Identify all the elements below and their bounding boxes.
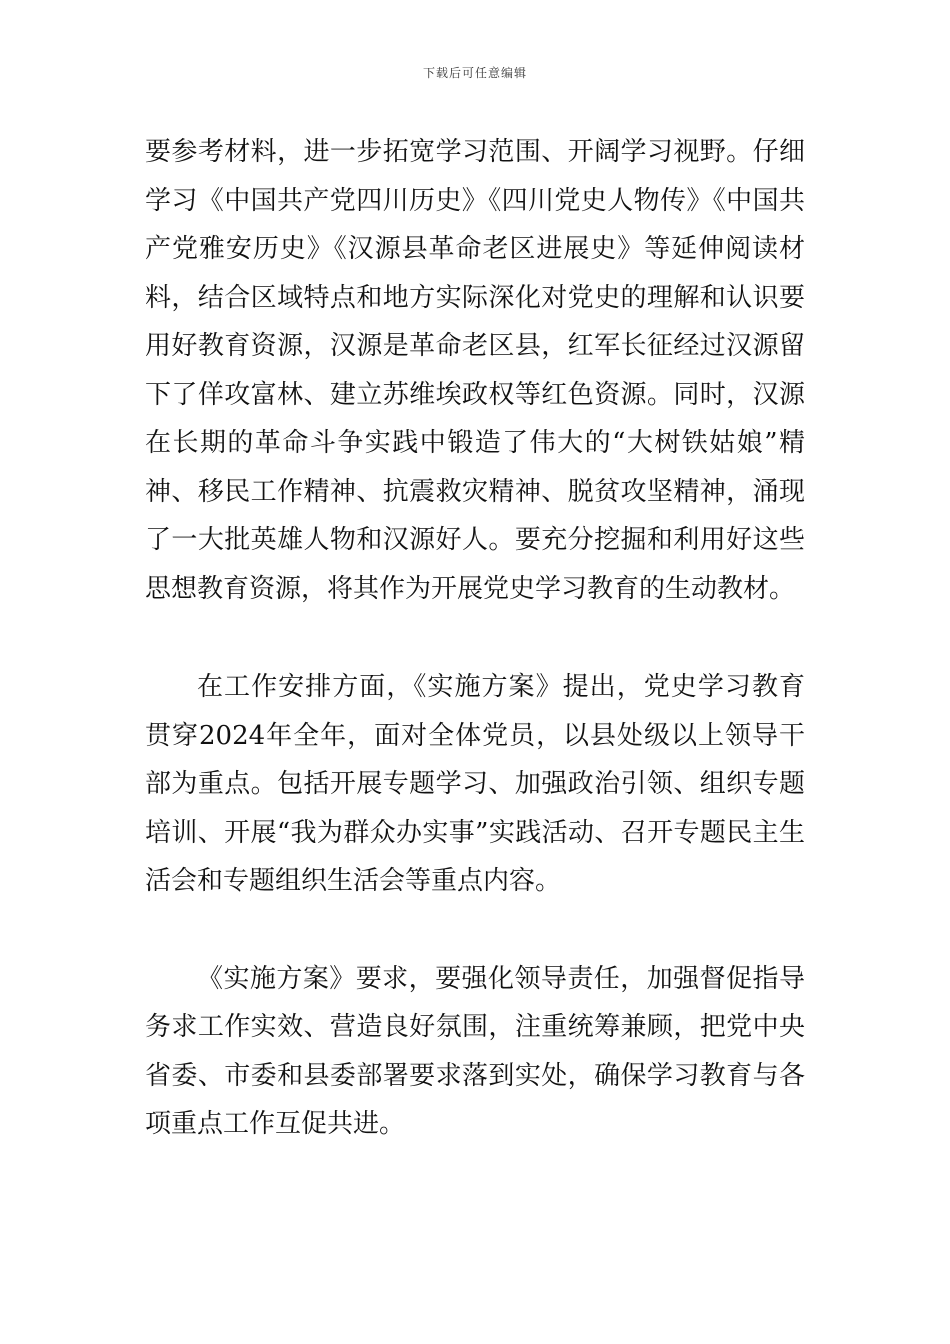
document-body bbox=[145, 128, 805, 1149]
paragraph-3: 《实施方案》要求，要强化领导责任，加强督促指导务求工作实效、营造良好氛围，注重统筹兼顾，把党中央省委、市委和县委部署要求落到实处，确保学习教育与各项重点工作互促共进。 bbox=[145, 963, 805, 1139]
paragraph-1: 要参考材料，进一步拓宽学习范围、开阔学习视野。仔细学习《中国共产党四川历史》《四川党史人物传》《中国共产党雅安历史》《汉源县革命老区进展史》等延伸阅读材料，结合区域特点和地方实际深化对党史的理解和认识要用好教育资源，汉源是革命老区县，红军长征经过汉源留下了佯攻富林、建立苏维埃政权等红色资源。同时，汉源在长期的革命斗争实践中锻造了伟大的“大树铁姑娘”精神、移民工作精神、抗震救灾精神、脱贫攻坚精神，涌现了一大批英雄人物和汉源好人。要充分挖掘和利用好这些思想教育资源，将其作为开展党史学习教育的生动教材。 bbox=[145, 137, 805, 604]
page-header-note: 下载后可任意编辑 bbox=[422, 66, 527, 80]
paragraph-2: 在工作安排方面，《实施方案》提出，党史学习教育贯穿2024年全年，面对全体党员，以县处级以上领导干部为重点。包括开展专题学习、加强政治引领、组织专题培训、开展“我为群众办实事”实践活动、召开专题民主生活会和专题组织生活会等重点内容。 bbox=[145, 672, 805, 896]
